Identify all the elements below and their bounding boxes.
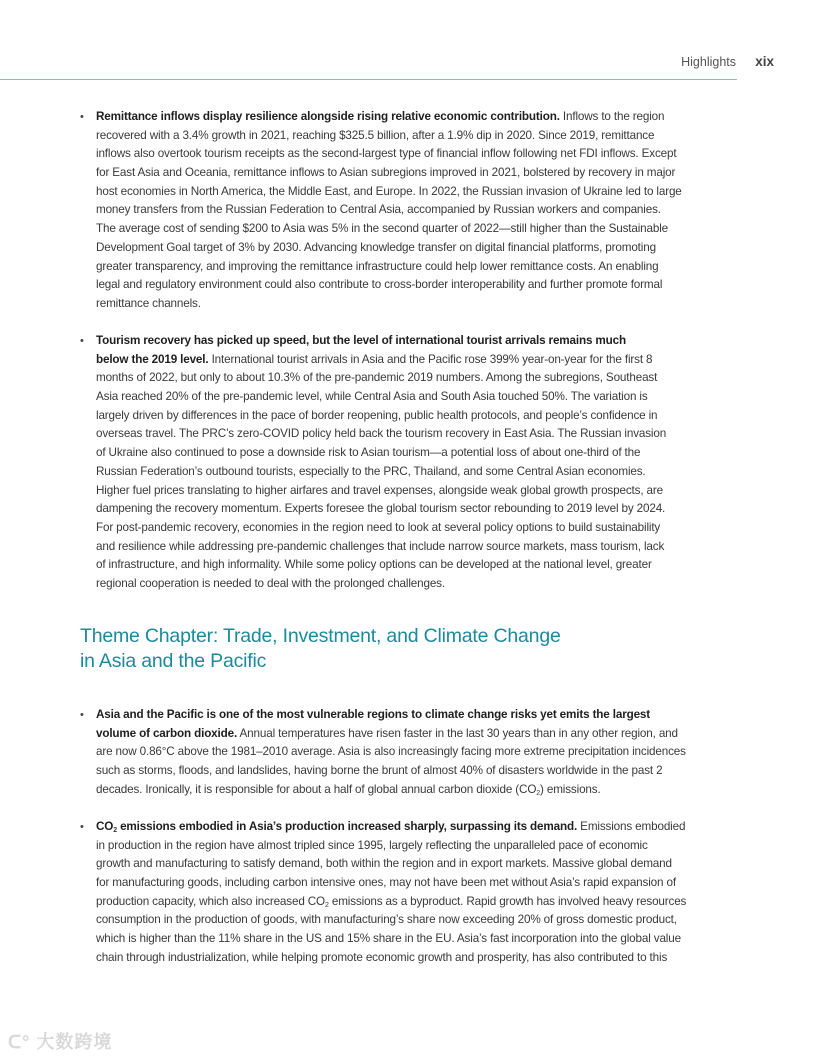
body-text: largely driven by differences in the pace of border reopening, public health protocols, and people’s confidence in (96, 408, 658, 422)
body-text: of infrastructure, and high informality. While some policy options can be developed at the national level, greater (96, 558, 652, 572)
body-text: Higher fuel prices translating to higher airfares and travel expenses, alongside weak global growth prospects, are (96, 483, 663, 497)
subscript: 2 (536, 789, 541, 797)
body-text: regional cooperation is needed to deal with the prolonged challenges. (96, 576, 445, 590)
text-line (96, 855, 686, 874)
section-title: Highlights (681, 55, 736, 69)
text-line (96, 351, 666, 370)
body-text: ) emissions. (540, 782, 601, 796)
text-line (96, 332, 666, 351)
body-text: of Ukraine also continued to pose a downside risk to Asian tourism—a potential loss of about one-third of the (96, 446, 641, 460)
text-line (96, 893, 686, 912)
text-line (96, 538, 666, 557)
bold-lead-text: Remittance inflows display resilience alongside rising relative economic contribution. (96, 110, 560, 123)
text-line (96, 444, 666, 463)
text-line (96, 762, 686, 781)
body-text: overseas travel. The PRC’s zero-COVID policy held back the tourism recovery in East Asia. The Russian invasion (96, 427, 667, 441)
body-text: recovered with a 3.4% growth in 2021, reaching $325.5 billion, after a 1.9% dip in 2020. Since 2019, remittance (96, 128, 655, 142)
text-line (96, 295, 682, 314)
text-line (96, 743, 686, 762)
watermark-logo: ᑕ° 大数跨境 (8, 1032, 113, 1052)
body-text: Development Goal target of 3% by 2030. Advancing knowledge transfer on digital financial platforms, promoting (96, 240, 656, 254)
body-text: remittance channels. (96, 296, 201, 310)
text-line (96, 500, 666, 519)
text-line (96, 201, 682, 220)
body-text: such as storms, floods, and landslides, having borne the brunt of almost 40% of disasters worldwide in the past 2 (96, 764, 663, 778)
text-line (96, 930, 686, 949)
body-text: money transfers from the Russian Federation to Central Asia, accompanied by Russian workers and companies. (96, 203, 661, 217)
text-line (96, 519, 666, 538)
body-text: The average cost of sending $200 to Asia was 5% in the second quarter of 2022—still higher than the Sustainable (96, 222, 668, 236)
text-line (96, 369, 666, 388)
text-line (96, 108, 682, 127)
text-line (96, 145, 682, 164)
section-heading (80, 624, 561, 674)
text-line (96, 556, 666, 575)
heading-line: Theme Chapter: Trade, Investment, and Climate Change (80, 625, 561, 647)
page-number: xix (755, 54, 774, 69)
body-text: International tourist arrivals in Asia and the Pacific rose 399% year-on-year for the first 8 (208, 352, 653, 366)
bold-lead-text: Tourism recovery has picked up speed, but the level of international tourist arrivals remains much (96, 334, 627, 347)
body-text: Emissions embodied (577, 820, 686, 833)
bullet-icon: • (80, 821, 84, 833)
body-text: greater transparency, and improving the remittance infrastructure could help lower remittance costs. An enabling (96, 259, 659, 273)
body-text: host economies in North America, the Middle East, and Europe. In 2022, the Russian invasion of Ukraine led to large (96, 184, 682, 198)
body-text: dampening the recovery momentum. Experts foresee the global tourism sector rebounding to 2019 level by 2024. (96, 502, 666, 516)
text-line (96, 911, 686, 930)
body-text: chain through industrialization, while helping promote economic growth and prosperity, has also contributed to this (96, 950, 668, 964)
text-line (96, 949, 686, 968)
running-header (0, 54, 816, 74)
text-line (96, 818, 686, 837)
text-line (96, 276, 682, 295)
bullet-icon: • (80, 709, 84, 721)
text-line (96, 463, 666, 482)
bullet-icon: • (80, 335, 84, 347)
body-text: for East Asia and Oceania, remittance inflows to Asian subregions improved in 2021, bolstered by recovery in major (96, 166, 676, 180)
body-text: and resilience while addressing pre-pandemic challenges that include narrow source markets, mass tourism, lack (96, 539, 665, 553)
body-text: production capacity, which also increased CO (96, 894, 325, 908)
text-line (96, 183, 682, 202)
text-line (96, 239, 682, 258)
text-line (96, 725, 686, 744)
body-text: legal and regulatory environment could also contribute to cross-border interoperability and further promote formal (96, 278, 663, 292)
body-text: growth and manufacturing to satisfy demand, both within the region and in export markets. Massive global demand (96, 857, 672, 871)
text-line (96, 425, 666, 444)
text-line (96, 388, 666, 407)
text-line (96, 258, 682, 277)
body-text: Annual temperatures have risen faster in the last 30 years than in any other region, and (237, 726, 678, 740)
body-text: For post-pandemic recovery, economies in the region need to look at several policy options to build sustainability (96, 520, 661, 534)
text-line (96, 837, 686, 856)
bold-lead-text: below the 2019 level. (96, 352, 209, 366)
text-line (96, 164, 682, 183)
bold-lead-text: volume of carbon dioxide. (96, 726, 238, 740)
text-line (96, 482, 666, 501)
bold-lead-text: emissions embodied in Asia’s production increased sharply, surpassing its demand. (116, 820, 578, 833)
text-line (96, 706, 686, 725)
bold-lead-text: CO (96, 820, 114, 833)
text-line (96, 575, 666, 594)
body-text: months of 2022, but only to about 10.3% of the pre-pandemic 2019 numbers. Among the subregions, Southeast (96, 371, 658, 385)
body-text: in production in the region have almost tripled since 1995, largely reflecting the unparalleled pace of economic (96, 838, 648, 852)
body-text: are now 0.86°C above the 1981–2010 average. Asia is also increasingly facing more extreme precipitation incidences (96, 745, 686, 759)
header-rule (0, 79, 737, 80)
bold-lead-text: Asia and the Pacific is one of the most vulnerable regions to climate change risks yet emits the largest (96, 708, 651, 721)
body-text: for manufacturing goods, including carbon intensive ones, may not have been met without Asia’s rapid expansion of (96, 876, 676, 890)
body-text: which is higher than the 11% share in the US and 15% share in the EU. Asia’s fast incorporation into the global value (96, 932, 681, 946)
body-text: Inflows to the region (559, 110, 665, 123)
text-line (96, 781, 686, 800)
bullet-icon: • (80, 111, 84, 123)
text-line (96, 874, 686, 893)
body-text: inflows also overtook tourism receipts as the second-largest type of financial inflow following net FDI inflows. Except (96, 147, 677, 161)
body-text: emissions as a byproduct. Rapid growth has involved heavy resources (328, 894, 687, 908)
body-text: decades. Ironically, it is responsible for about a half of global annual carbon dioxide (CO (96, 782, 537, 796)
subscript: 2 (325, 901, 329, 909)
text-line (96, 127, 682, 146)
body-text: Russian Federation’s outbound tourists, especially to the PRC, Thailand, and some Central Asian economies. (96, 464, 646, 478)
body-text: Asia reached 20% of the pre-pandemic level, while Central Asia and South Asia touched 50%. The variation is (96, 390, 648, 404)
text-line (96, 220, 682, 239)
body-text: consumption in the production of goods, with manufacturing’s share now exceeding 20% of gross domestic product, (96, 913, 677, 927)
text-line (96, 407, 666, 426)
heading-line: in Asia and the Pacific (80, 650, 267, 672)
subscript: 2 (113, 827, 117, 834)
